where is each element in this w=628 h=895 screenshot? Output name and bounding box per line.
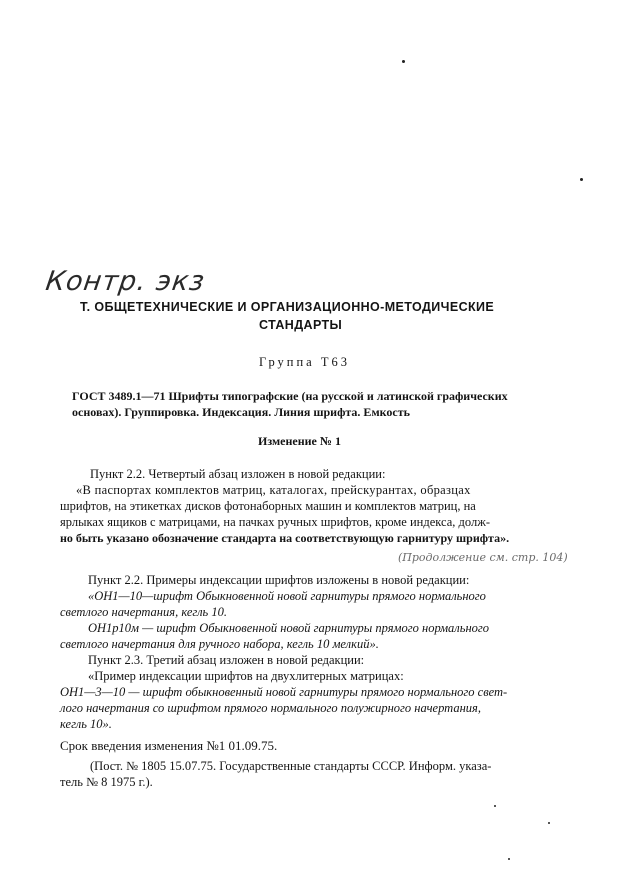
paragraph-line: шрифтов, на этикетках дисков фотонаборных машин и комплектов матриц, на bbox=[60, 499, 476, 513]
specks-dot bbox=[494, 805, 496, 807]
handwritten-note: Контр. экз bbox=[43, 266, 208, 297]
source-line1: (Пост. № 1805 15.07.75. Государственные стандарты СССР. Информ. указа- bbox=[90, 759, 492, 773]
source-line2: тель № 8 1975 г.). bbox=[60, 775, 153, 789]
paragraph-line: ярлыках ящиков с матрицами, на пачках ручных шрифтов, кроме индекса, долж- bbox=[60, 515, 491, 529]
section-heading-line1: Т. ОБЩЕТЕХНИЧЕСКИЕ И ОРГАНИЗАЦИОННО-МЕТОДИЧЕСКИЕ bbox=[80, 300, 495, 314]
amendment-title: Изменение № 1 bbox=[258, 434, 341, 448]
specks-dot bbox=[402, 60, 405, 63]
group-label: Группа Т63 bbox=[259, 355, 350, 369]
paragraph-line: «Пример индексации шрифтов на двухлитерных матрицах: bbox=[88, 669, 404, 683]
paragraph-line: Пункт 2.2. Примеры индексации шрифтов изложены в новой редакции: bbox=[88, 573, 470, 587]
paragraph-line: «ОН1—10—шрифт Обыкновенной новой гарнитуры прямого нормального bbox=[88, 589, 486, 603]
paragraph-line: Пункт 2.2. Четвертый абзац изложен в новой редакции: bbox=[90, 467, 386, 481]
specks-dot bbox=[508, 858, 510, 860]
specks-dot bbox=[580, 178, 583, 181]
continuation-note: (Продолжение см. стр. 104) bbox=[398, 551, 568, 564]
gost-title-line2: основах). Группировка. Индексация. Линия шрифта. Емкость bbox=[72, 405, 410, 419]
paragraph-line: светлого начертания для ручного набора, кегль 10 мелкий». bbox=[60, 637, 379, 651]
specks-dot bbox=[548, 822, 550, 824]
gost-title-line1: ГОСТ 3489.1—71 Шрифты типографские (на русской и латинской графических bbox=[72, 389, 508, 403]
section-heading-line2: СТАНДАРТЫ bbox=[259, 318, 343, 332]
paragraph-line: лого начертания со шрифтом прямого нормального полужирного начертания, bbox=[60, 701, 481, 715]
paragraph-line: Пункт 2.3. Третий абзац изложен в новой редакции: bbox=[88, 653, 365, 667]
paragraph-line: кегль 10». bbox=[60, 717, 112, 731]
paragraph-line: ОН1—3—10 — шрифт обыкновенный новой гарнитуры прямого нормального свет- bbox=[60, 685, 508, 699]
paragraph-line: светлого начертания, кегль 10. bbox=[60, 605, 227, 619]
effective-date: Срок введения изменения №1 01.09.75. bbox=[60, 738, 278, 753]
paragraph-line: «В паспортах комплектов матриц, каталогах, прейскурантах, образцах bbox=[76, 483, 471, 497]
paragraph-line: ОН1р10м — шрифт Обыкновенной новой гарнитуры прямого нормального bbox=[88, 621, 490, 635]
paragraph-line: но быть указано обозначение стандарта на соответствующую гарнитуру шрифта». bbox=[60, 531, 510, 545]
